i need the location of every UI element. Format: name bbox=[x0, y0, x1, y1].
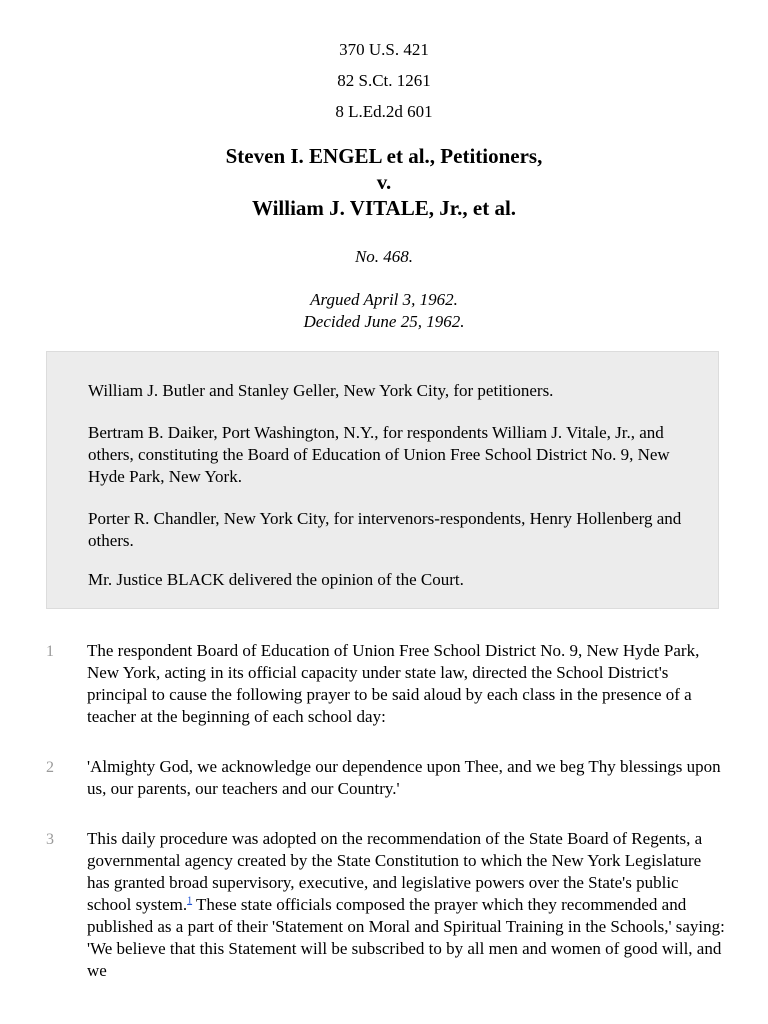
paragraph-number: 3 bbox=[46, 831, 54, 848]
counsel-box bbox=[46, 351, 719, 609]
opinion-author: Mr. Justice BLACK delivered the opinion of the Court. bbox=[88, 570, 464, 589]
citation-us-reports: 370 U.S. 421 bbox=[339, 40, 429, 59]
citation-lawyers-edition: 8 L.Ed.2d 601 bbox=[335, 102, 433, 121]
case-respondent: William J. VITALE, Jr., et al. bbox=[251, 196, 517, 220]
case-petitioner: Steven I. ENGEL et al., Petitioners, bbox=[225, 144, 543, 168]
counsel-intervenors: Porter R. Chandler, New York City, for intervenors-respondents, Henry Hollenberg and others. bbox=[88, 509, 682, 550]
paragraph-text: 'Almighty God, we acknowledge our dependence upon Thee, and we beg Thy blessings upon us, our parents, our teachers and our Country.' bbox=[87, 757, 721, 798]
citations-block bbox=[0, 34, 768, 127]
paragraph-text-part: These state officials composed the prayer which they recommended and published as a part of their 'Statement on Moral and Spiritual Training in the Schools,' saying: 'We believe that this Statement will be subscribed to by all men and women of good will, and we bbox=[87, 895, 725, 980]
counsel-petitioners: William J. Butler and Stanley Geller, New York City, for petitioners. bbox=[88, 381, 554, 400]
case-versus: v. bbox=[376, 170, 392, 194]
paragraph-text bbox=[87, 828, 727, 982]
case-dates bbox=[0, 289, 768, 333]
paragraph-text-part: This daily procedure was adopted on the recommendation of the State Board of Regents, a governmental agency created by the State Constitution to which the New York Legislature has granted broad supervisory, executive, and legislative powers over the State's public school system. bbox=[87, 829, 703, 914]
decided-date: Decided June 25, 1962. bbox=[303, 312, 465, 331]
counsel-respondents: Bertram B. Daiker, Port Washington, N.Y., for respondents William J. Vitale, Jr., and others, constituting the Board of Education of Union Free School District No. 9, New Hyde Park, New York. bbox=[88, 423, 670, 486]
docket-number: No. 468. bbox=[354, 247, 414, 266]
citation-supreme-court-reporter: 82 S.Ct. 1261 bbox=[337, 71, 431, 90]
paragraph-text: The respondent Board of Education of Union Free School District No. 9, New Hyde Park, New York, acting in its official capacity under state law, directed the School District's principal to cause the following prayer to be said aloud by each class in the presence of a teacher at the beginning of each school day: bbox=[87, 641, 700, 726]
paragraph-number: 2 bbox=[46, 759, 54, 776]
paragraph-number: 1 bbox=[46, 643, 54, 660]
argued-date: Argued April 3, 1962. bbox=[310, 290, 458, 309]
footnote-link[interactable]: 1 bbox=[187, 895, 193, 907]
case-title bbox=[0, 143, 768, 221]
